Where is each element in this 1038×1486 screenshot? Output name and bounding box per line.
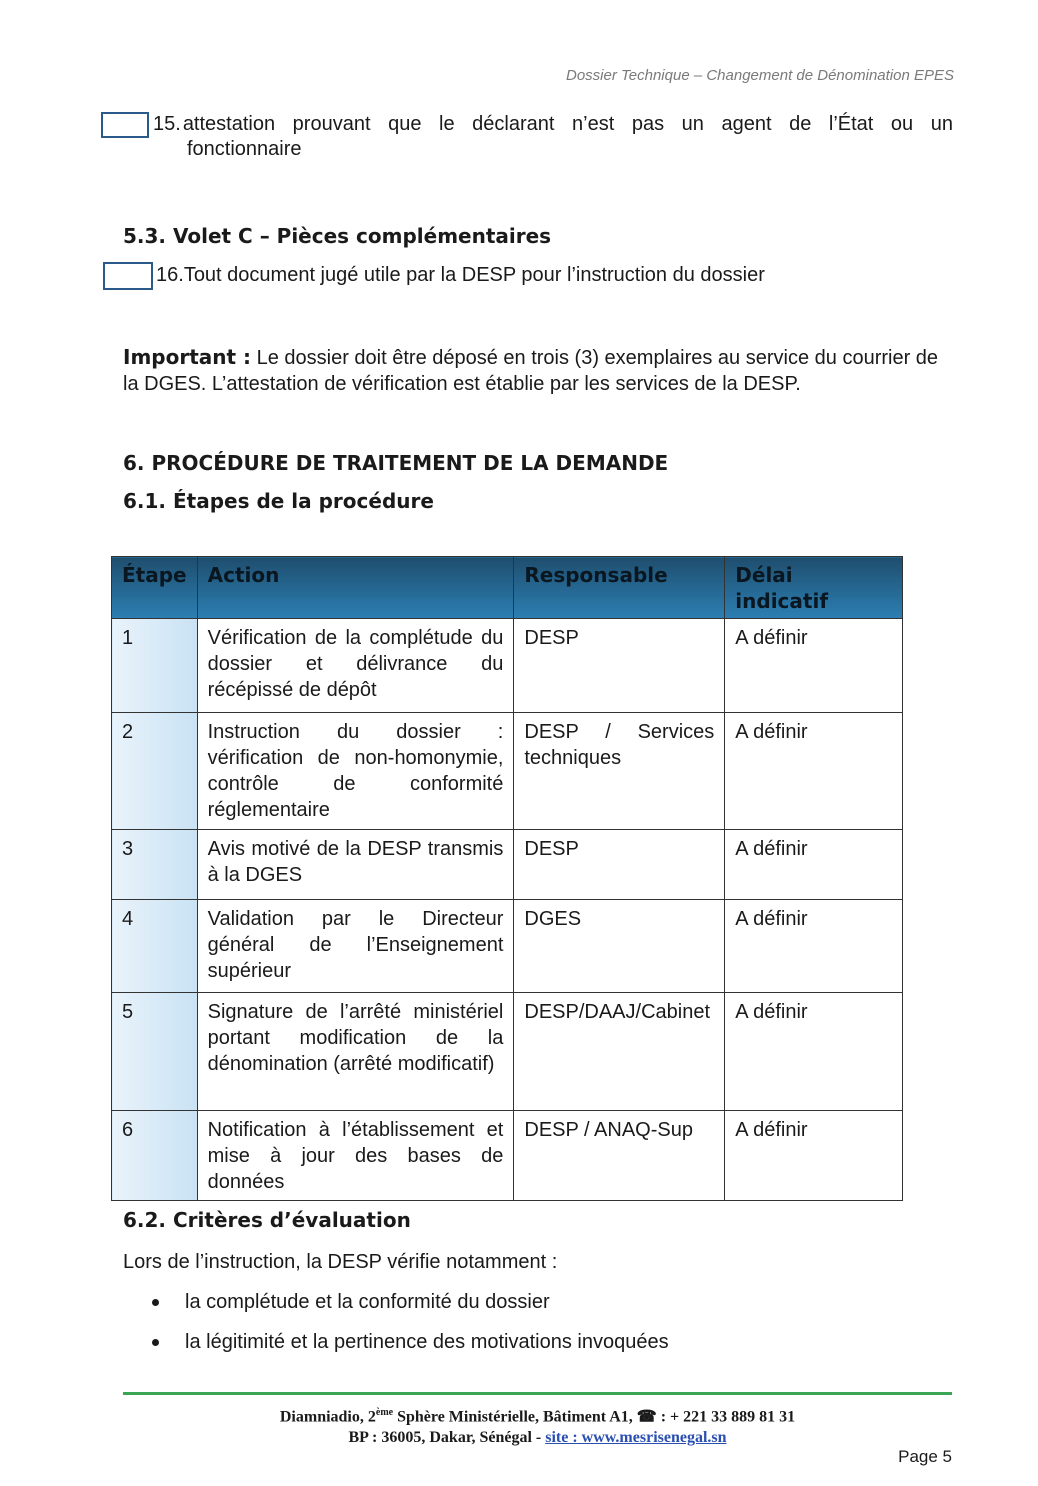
- cell-step: 4: [112, 900, 198, 993]
- cell-step: 2: [112, 713, 198, 830]
- section-6-1-title: 6.1. Étapes de la procédure: [123, 489, 434, 513]
- cell-responsible: DESP / ANAQ-Sup: [514, 1111, 725, 1201]
- footer-contact: [123, 1427, 952, 1448]
- cell-responsible: DGES: [514, 900, 725, 993]
- important-text: Le dossier doit être déposé en trois (3) exemplaires au service du courrier de la DGES. L’attestation de vérification est établie par les services de la DESP.: [123, 347, 939, 395]
- cell-delay: A définir: [725, 713, 903, 830]
- cell-action: Validation par le Directeur général de l’Enseignement supérieur: [197, 900, 514, 993]
- cell-step: 5: [112, 993, 198, 1111]
- document-header: Dossier Technique – Changement de Dénomination EPES: [565, 67, 954, 84]
- list-item-text: la complétude et la conformité du dossier: [185, 1290, 550, 1313]
- table-row: [112, 900, 903, 993]
- checklist-item-15: [101, 112, 953, 162]
- cell-delay: A définir: [725, 993, 903, 1111]
- section-6-title: 6. PROCÉDURE DE TRAITEMENT DE LA DEMANDE: [123, 451, 669, 475]
- header-action: Action: [197, 557, 514, 619]
- table-row: [112, 1111, 903, 1201]
- procedure-table: [111, 556, 903, 1201]
- footer-superscript: ème: [375, 1407, 394, 1418]
- table-row: [112, 619, 903, 713]
- important-label: Important :: [123, 345, 252, 369]
- footer-address: [123, 1402, 952, 1427]
- cell-action: Signature de l’arrêté ministériel portant modification de la dénomination (arrêté modificatif): [197, 993, 514, 1111]
- cell-delay: A définir: [725, 619, 903, 713]
- cell-delay: A définir: [725, 830, 903, 900]
- list-item: [152, 1282, 669, 1322]
- criteria-list: [152, 1282, 669, 1362]
- item-number: 15.: [153, 113, 181, 135]
- bullet-icon: [152, 1299, 159, 1306]
- cell-responsible: DESP / Services techniques: [514, 713, 725, 830]
- criteria-intro: Lors de l’instruction, la DESP vérifie notamment :: [123, 1251, 558, 1273]
- page-number: Page 5: [898, 1447, 952, 1466]
- footer-address-part: Sphère Ministérielle, Bâtiment A1, ☎ : + 221 33 889 81 31: [393, 1408, 796, 1426]
- important-note: [123, 344, 953, 397]
- table-header-row: [112, 557, 903, 619]
- section-6-2-title: 6.2. Critères d’évaluation: [123, 1208, 411, 1232]
- item-15-line1: attestation prouvant que le déclarant n’est pas un agent de l’État ou un: [182, 113, 953, 135]
- cell-action: Avis motivé de la DESP transmis à la DGES: [197, 830, 514, 900]
- list-item: [152, 1322, 669, 1362]
- list-item-text: la légitimité et la pertinence des motivations invoquées: [185, 1330, 669, 1353]
- section-5-3-title: 5.3. Volet C – Pièces complémentaires: [123, 224, 552, 248]
- cell-responsible: DESP: [514, 830, 725, 900]
- item-number: 16.: [156, 264, 184, 286]
- checkbox-15[interactable]: [101, 112, 149, 138]
- cell-action: Notification à l’établissement et mise à jour des bases de données: [197, 1111, 514, 1201]
- item-16-text: Tout document jugé utile par la DESP pour l’instruction du dossier: [183, 264, 765, 286]
- table-row: [112, 713, 903, 830]
- footer-divider: [123, 1392, 952, 1395]
- header-step: Étape: [112, 557, 198, 619]
- cell-step: 6: [112, 1111, 198, 1201]
- cell-step: 3: [112, 830, 198, 900]
- header-delay: Délai indicatif: [725, 557, 903, 619]
- cell-step: 1: [112, 619, 198, 713]
- checklist-item-16: [103, 262, 765, 290]
- item-15-line2: fonctionnaire: [187, 138, 302, 160]
- footer-address-part: Diamniadio, 2: [279, 1408, 376, 1426]
- footer-po-box: BP : 36005, Dakar, Sénégal -: [348, 1429, 546, 1447]
- checkbox-16[interactable]: [103, 262, 153, 290]
- header-responsible: Responsable: [514, 557, 725, 619]
- cell-responsible: DESP: [514, 619, 725, 713]
- cell-delay: A définir: [725, 1111, 903, 1201]
- page-footer: [123, 1402, 952, 1448]
- bullet-icon: [152, 1339, 159, 1346]
- cell-responsible: DESP/DAAJ/Cabinet: [514, 993, 725, 1111]
- footer-website-link[interactable]: site : www.mesrisenegal.sn: [545, 1429, 727, 1447]
- table-row: [112, 993, 903, 1111]
- cell-delay: A définir: [725, 900, 903, 993]
- cell-action: Instruction du dossier : vérification de non-homonymie, contrôle de conformité réglementaire: [197, 713, 514, 830]
- table-row: [112, 830, 903, 900]
- cell-action: Vérification de la complétude du dossier et délivrance du récépissé de dépôt: [197, 619, 514, 713]
